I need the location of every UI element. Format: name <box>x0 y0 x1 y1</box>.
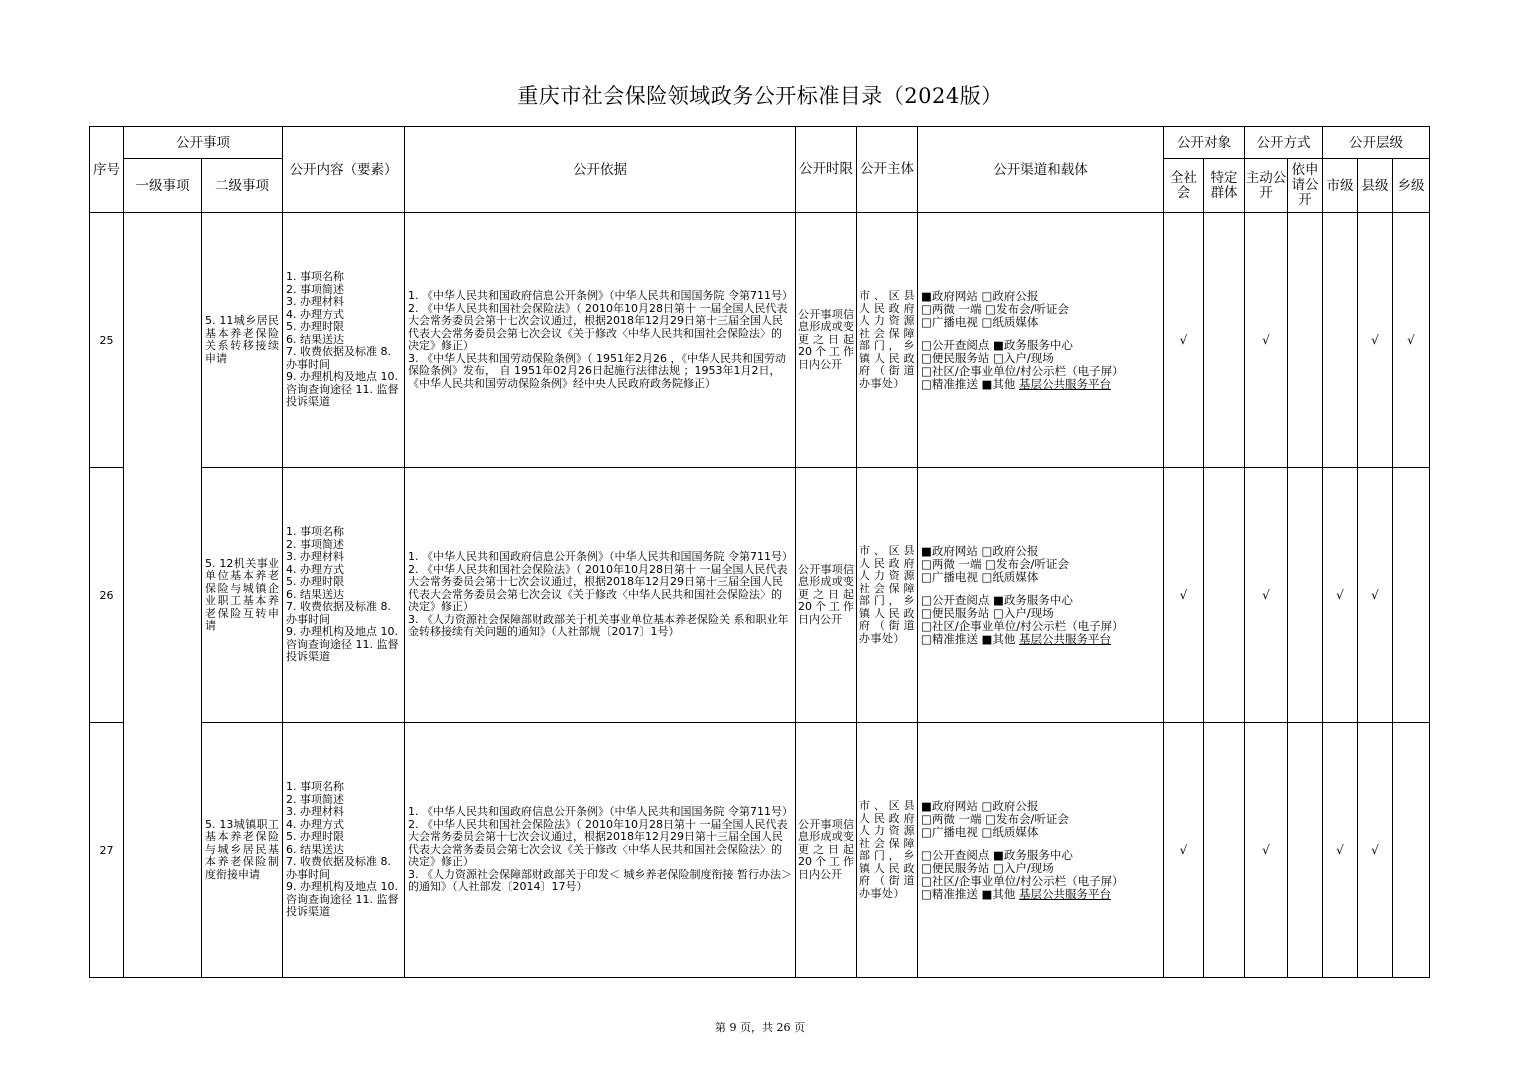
basis-item: 1. 《中华人民共和国政府信息公开条例》（中华人民共和国国务院 令第711号） <box>408 805 793 819</box>
basis-list <box>405 468 796 723</box>
basis-item: 1. 《中华人民共和国政府信息公开条例》（中华人民共和国国务院 令第711号） <box>408 289 793 302</box>
time-limit: 公开事项信息形成或变更之日起20个工作日内公开 <box>796 468 857 723</box>
channel-option: ■政府网站 □政府公报 <box>921 288 1039 303</box>
channel-other-value: 基层公共服务平台 <box>1019 376 1112 391</box>
level-city-check <box>1323 213 1358 468</box>
row-seq: 26 <box>90 468 124 723</box>
content-item: 9. 办理机构及地点 10. 咨询查询途径 11. 监督投诉渠道 <box>286 880 399 919</box>
header-time-limit: 公开时限 <box>796 127 857 213</box>
table-row <box>90 213 1430 468</box>
channel-option <box>921 378 1160 391</box>
header-method-active: 主动公开 <box>1245 159 1288 213</box>
channel-option: ■政府网站 □政府公报 <box>921 798 1039 813</box>
header-channel: 公开渠道和载体 <box>918 127 1164 213</box>
page-footer: 第 9 页，共 26 页 <box>715 1021 805 1034</box>
content-item: 2. 事项简述 <box>286 792 344 806</box>
basis-item: 3. 《中华人民共和国劳动保险条例》（ 1951年2月26 ，《中华人民共和国劳动保险条例》发布， 自 1951年02月26日起施行法律法规 ；1953年1月2日，《中华人民共和国劳动保险条例》经中央人民政府政务院修正） <box>408 351 786 390</box>
content-item: 2. 事项简述 <box>286 282 344 296</box>
content-list <box>283 468 405 723</box>
channel-other-label: □精准推送 ■其他 <box>921 631 1020 646</box>
channel-other-value: 基层公共服务平台 <box>1019 631 1112 646</box>
channel-option: □社区/企事业单位/村公示栏（电子屏） <box>921 618 1124 633</box>
header-basis: 公开依据 <box>405 127 796 213</box>
row-seq: 25 <box>90 213 124 468</box>
channel-option: □公开查阅点 ■政务服务中心 <box>921 847 1073 862</box>
channel-option: □两微 一端 □发布会/听证会 <box>921 811 1069 826</box>
content-item: 3. 办理材料 <box>286 550 344 564</box>
basis-item: 1. 《中华人民共和国政府信息公开条例》（中华人民共和国国务院 令第711号） <box>408 550 793 564</box>
channel-list <box>918 723 1164 978</box>
content-item: 4. 办理方式 <box>286 307 344 321</box>
basis-item: 3. 《人力资源社会保障部财政部关于印发＜ 城乡养老保险制度衔接 暂行办法＞ 的通知》（人社部发〔2014〕17号） <box>408 867 792 894</box>
method-active-check: √ <box>1245 723 1288 978</box>
header-level-group: 公开层级 <box>1323 127 1430 159</box>
channel-option: □便民服务站 □入户/现场 <box>921 350 1054 365</box>
content-item: 9. 办理机构及地点 10. 咨询查询途径 11. 监督投诉渠道 <box>286 370 399 409</box>
level2-item: 5. 11城乡居民基本养老保险关系转移接续申请 <box>202 213 283 468</box>
row-seq: 27 <box>90 723 124 978</box>
content-item: 7. 收费依据及标准 8. 办事时间 <box>286 345 391 371</box>
level2-item: 5. 12机关事业单位基本养老保险与城镇企业职工基本养老保险互转申请 <box>202 468 283 723</box>
channel-option: □社区/企事业单位/村公示栏（电子屏） <box>921 363 1124 378</box>
target-all-check: √ <box>1164 213 1204 468</box>
header-level2: 二级事项 <box>202 159 283 213</box>
header-level-town: 乡级 <box>1393 159 1430 213</box>
target-specific-check <box>1204 213 1245 468</box>
header-target-specific: 特定群体 <box>1204 159 1245 213</box>
channel-spacer <box>921 329 1160 339</box>
content-item: 1. 事项名称 <box>286 270 344 284</box>
content-item: 3. 办理材料 <box>286 805 344 819</box>
channel-other-value: 基层公共服务平台 <box>1019 886 1112 901</box>
channel-other-label: □精准推送 ■其他 <box>921 886 1020 901</box>
target-specific-check <box>1204 723 1245 978</box>
basis-item: 3. 《人力资源社会保障部财政部关于机关事业单位基本养老保险关 系和职业年金转移接续有关问题的通知》（人社部规〔2017〕1号） <box>408 612 789 639</box>
basis-item: 2. 《中华人民共和国社会保险法》（ 2010年10月28日第十 一届全国人民代表大会常务委员会第十七次会议通过，根据2018年12月29日第十三届全国人民代表大会常务委员会第七次会议《关于修改〈中华人民共和国社会保险法〉的决定》修正） <box>408 301 788 352</box>
content-item: 4. 办理方式 <box>286 562 344 576</box>
level-town-check: √ <box>1393 213 1430 468</box>
channel-option: □公开查阅点 ■政务服务中心 <box>921 592 1073 607</box>
header-level1: 一级事项 <box>124 159 202 213</box>
subject: 市、区县人民政府人力资源社会保障部门，乡镇人民政府（街道办事处） <box>857 468 918 723</box>
header-target-group: 公开对象 <box>1164 127 1245 159</box>
channel-option: □两微 一端 □发布会/听证会 <box>921 301 1069 316</box>
content-item: 2. 事项简述 <box>286 537 344 551</box>
header-items-group: 公开事项 <box>124 127 283 159</box>
catalog-table <box>89 126 1430 978</box>
target-specific-check <box>1204 468 1245 723</box>
method-active-check: √ <box>1245 213 1288 468</box>
level-city-check: √ <box>1323 468 1358 723</box>
content-list <box>283 723 405 978</box>
level-city-check: √ <box>1323 723 1358 978</box>
basis-item: 2. 《中华人民共和国社会保险法》（ 2010年10月28日第十 一届全国人民代表大会常务委员会第十七次会议通过，根据2018年12月29日第十三届全国人民代表大会常务委员会第七次会议《关于修改〈中华人民共和国社会保险法〉的决定》修正） <box>408 817 788 869</box>
subject: 市、区县人民政府人力资源社会保障部门，乡镇人民政府（街道办事处） <box>857 723 918 978</box>
basis-item: 2. 《中华人民共和国社会保险法》（ 2010年10月28日第十 一届全国人民代表大会常务委员会第十七次会议通过，根据2018年12月29日第十三届全国人民代表大会常务委员会第七次会议《关于修改〈中华人民共和国社会保险法〉的决定》修正） <box>408 562 788 614</box>
content-item: 6. 结果送达 <box>286 842 344 856</box>
channel-option: □广播电视 □纸质媒体 <box>921 314 1039 329</box>
level1-cell <box>124 213 202 978</box>
channel-spacer <box>921 584 1160 594</box>
level-county-check: √ <box>1358 468 1393 723</box>
content-item: 7. 收费依据及标准 8. 办事时间 <box>286 600 391 626</box>
channel-option: □广播电视 □纸质媒体 <box>921 824 1039 839</box>
channel-other-label: □精准推送 ■其他 <box>921 376 1020 391</box>
channel-option: □社区/企事业单位/村公示栏（电子屏） <box>921 873 1124 888</box>
channel-option: ■政府网站 □政府公报 <box>921 543 1039 558</box>
content-item: 3. 办理材料 <box>286 295 344 309</box>
channel-list <box>918 213 1164 468</box>
target-all-check: √ <box>1164 468 1204 723</box>
content-item: 1. 事项名称 <box>286 525 344 539</box>
document-title: 重庆市社会保险领域政务公开标准目录（2024版） <box>517 84 1003 108</box>
content-item: 1. 事项名称 <box>286 780 344 794</box>
content-item: 7. 收费依据及标准 8. 办事时间 <box>286 855 391 881</box>
content-item: 5. 办理时限 <box>286 830 344 844</box>
content-list <box>283 213 405 468</box>
header-subject: 公开主体 <box>857 127 918 213</box>
content-item: 4. 办理方式 <box>286 817 344 831</box>
method-request-check <box>1288 468 1323 723</box>
basis-list <box>405 213 796 468</box>
header-level-county: 县级 <box>1358 159 1393 213</box>
header-seq: 序号 <box>90 127 124 213</box>
table-row <box>90 468 1430 723</box>
content-item: 9. 办理机构及地点 10. 咨询查询途径 11. 监督投诉渠道 <box>286 625 399 664</box>
level-town-check <box>1393 723 1430 978</box>
table-row <box>90 723 1430 978</box>
header-target-all: 全社会 <box>1164 159 1204 213</box>
channel-option: □广播电视 □纸质媒体 <box>921 569 1039 584</box>
header-level-city: 市级 <box>1323 159 1358 213</box>
method-request-check <box>1288 723 1323 978</box>
channel-option <box>921 888 1160 901</box>
header-method-group: 公开方式 <box>1245 127 1323 159</box>
basis-list <box>405 723 796 978</box>
level2-item: 5. 13城镇职工基本养老保险与城乡居民基本养老保险制度衔接申请 <box>202 723 283 978</box>
channel-option <box>921 633 1160 646</box>
content-item: 5. 办理时限 <box>286 320 344 334</box>
level-county-check: √ <box>1358 723 1393 978</box>
subject: 市、区县人民政府人力资源社会保障部门，乡镇人民政府（街道办事处） <box>857 213 918 468</box>
level-town-check <box>1393 468 1430 723</box>
method-request-check <box>1288 213 1323 468</box>
target-all-check: √ <box>1164 723 1204 978</box>
level-county-check: √ <box>1358 213 1393 468</box>
method-active-check: √ <box>1245 468 1288 723</box>
time-limit: 公开事项信息形成或变更之日起20个工作日内公开 <box>796 213 857 468</box>
channel-spacer <box>921 839 1160 849</box>
channel-option: □公开查阅点 ■政务服务中心 <box>921 337 1073 352</box>
header-method-request: 依申请公开 <box>1288 159 1323 213</box>
content-item: 6. 结果送达 <box>286 587 344 601</box>
content-item: 5. 办理时限 <box>286 575 344 589</box>
time-limit: 公开事项信息形成或变更之日起20个工作日内公开 <box>796 723 857 978</box>
channel-option: □便民服务站 □入户/现场 <box>921 605 1054 620</box>
header-content: 公开内容（要素） <box>283 127 405 213</box>
content-item: 6. 结果送达 <box>286 332 344 346</box>
channel-option: □便民服务站 □入户/现场 <box>921 860 1054 875</box>
channel-list <box>918 468 1164 723</box>
channel-option: □两微 一端 □发布会/听证会 <box>921 556 1069 571</box>
